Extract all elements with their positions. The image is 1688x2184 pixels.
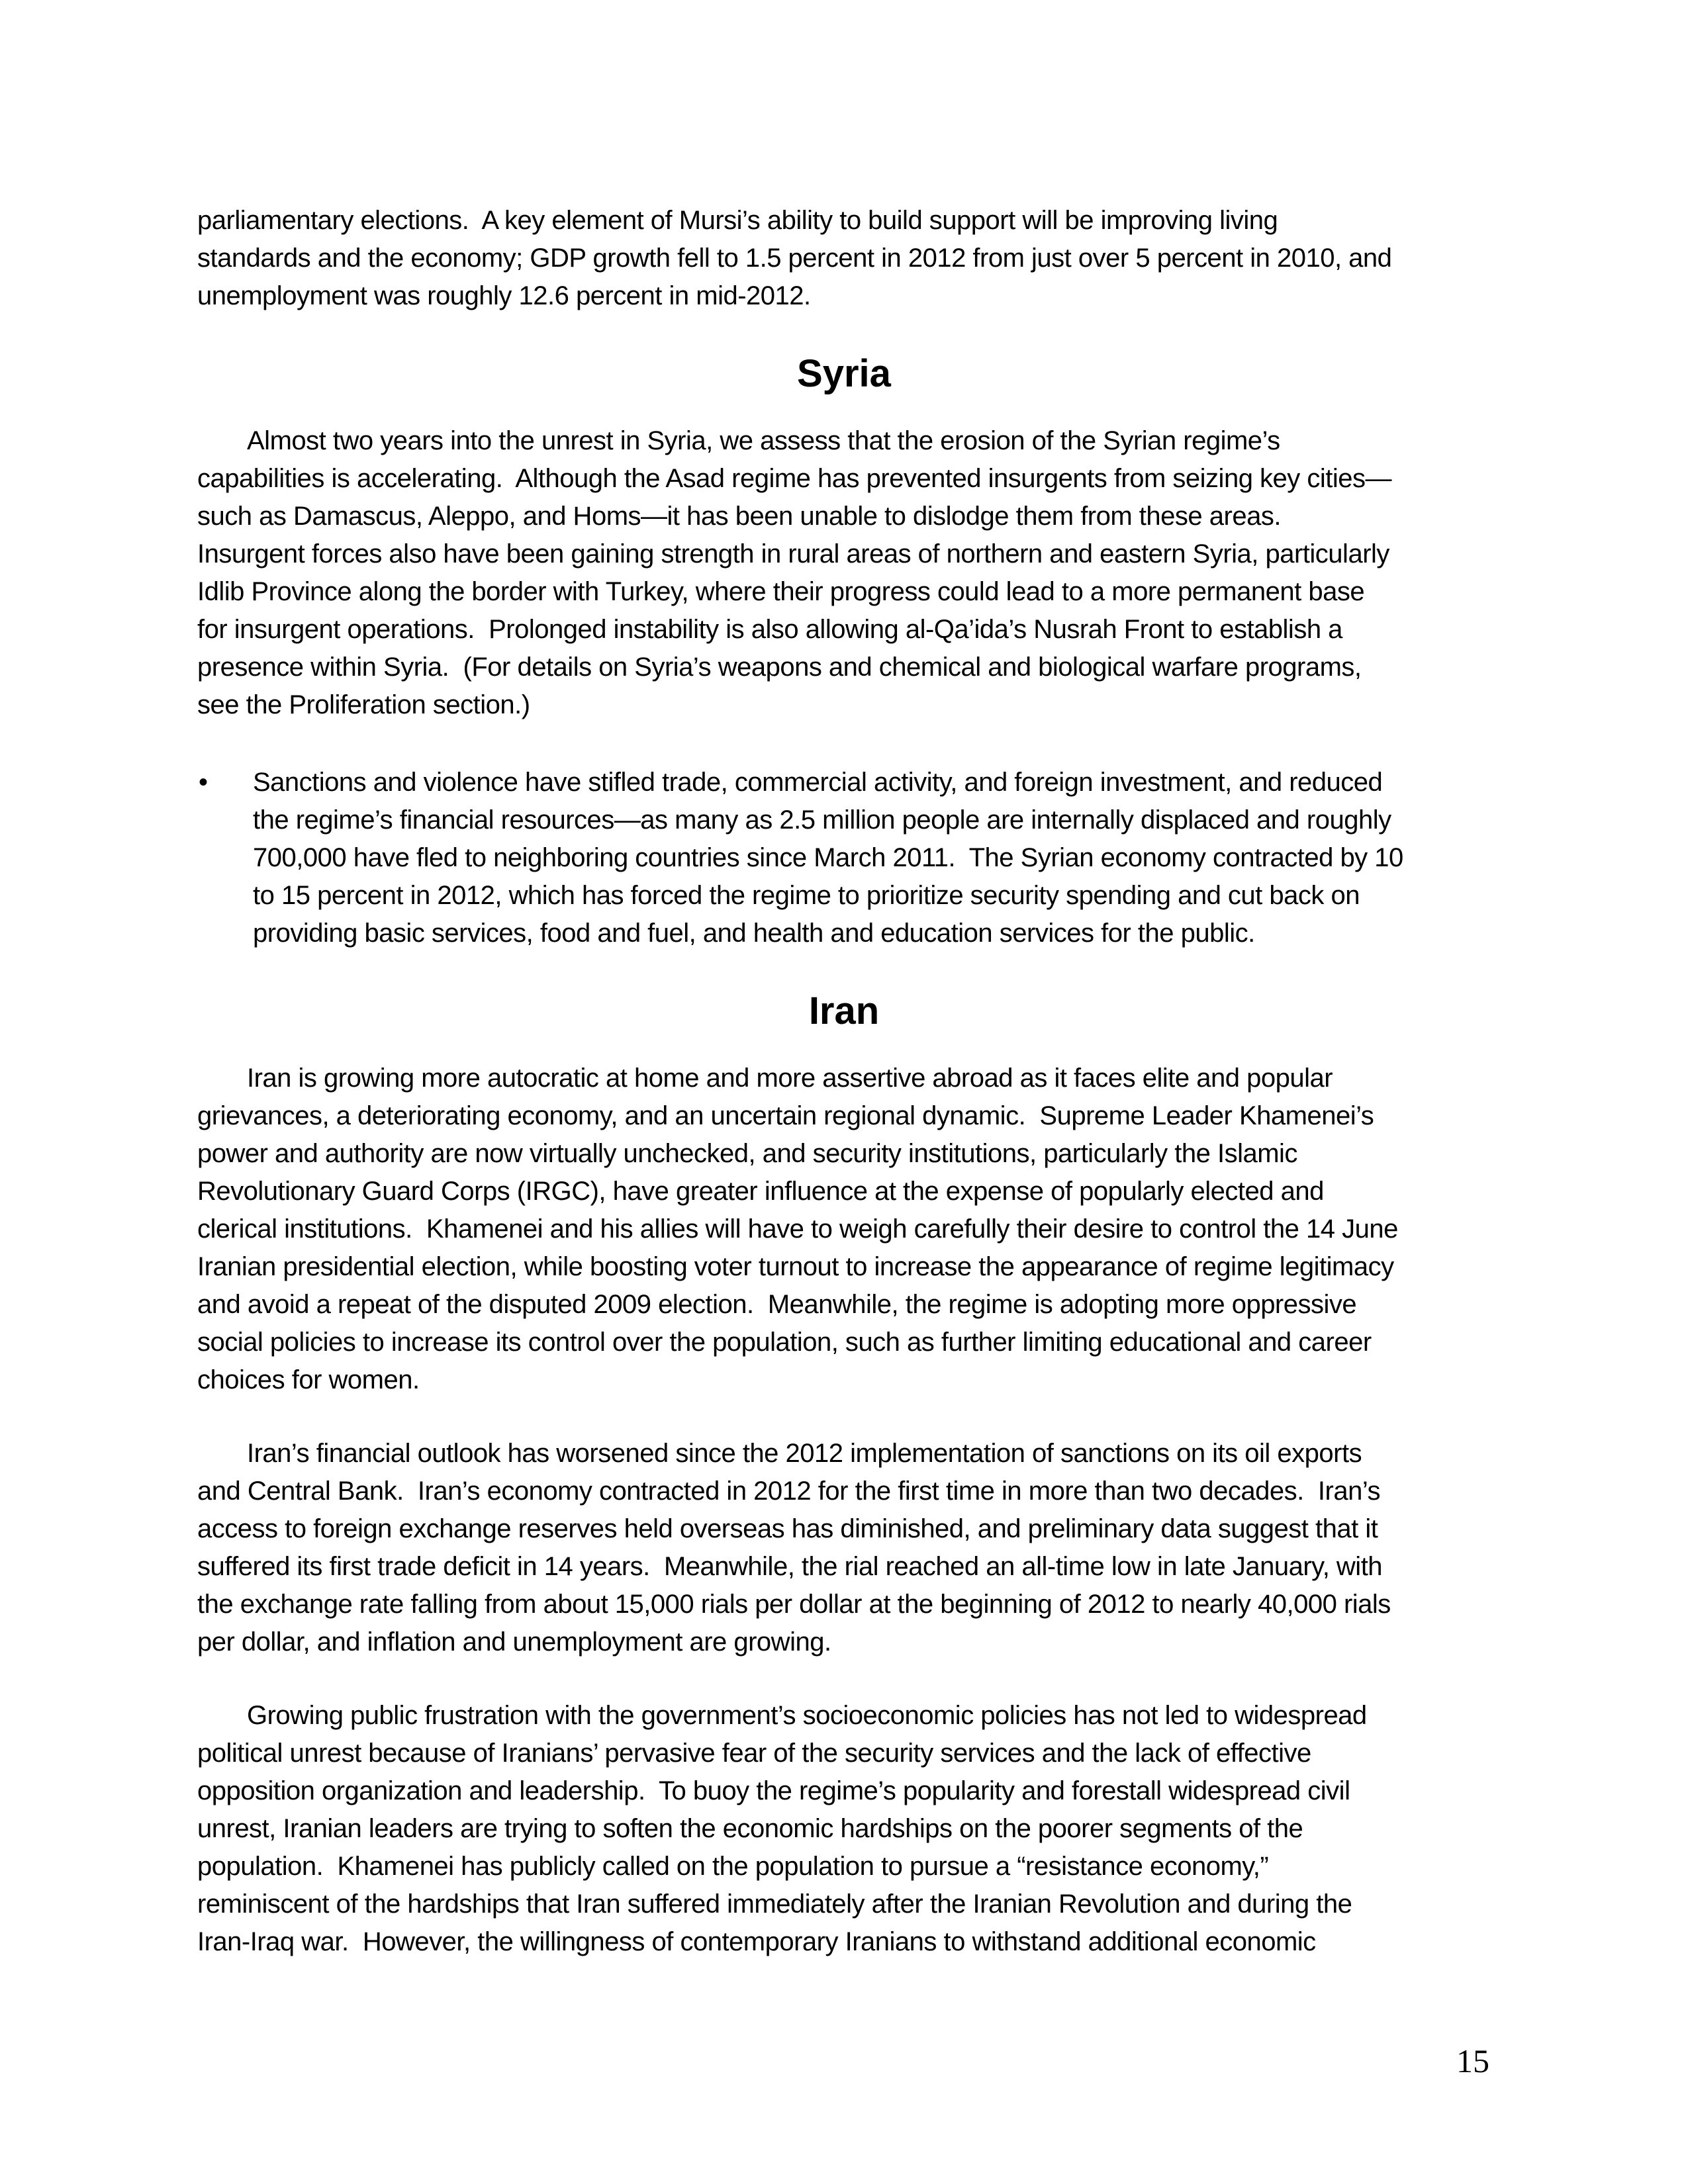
- text-line: Iran-Iraq war. However, the willingness of contemporary Iranians to withstand additional economic: [197, 1927, 1316, 1956]
- text-line: Idlib Province along the border with Turkey, where their progress could lead to a more permanent base: [197, 577, 1365, 606]
- text-line: access to foreign exchange reserves held overseas has diminished, and preliminary data suggest that it: [197, 1514, 1378, 1543]
- paragraph: [197, 422, 1491, 724]
- paragraph: [197, 202, 1491, 315]
- text-line: Iran’s financial outlook has worsened since the 2012 implementation of sanctions on its oil exports: [247, 1439, 1362, 1468]
- text-line: the exchange rate falling from about 15,000 rials per dollar at the beginning of 2012 to nearly 40,000 rials: [197, 1590, 1391, 1619]
- text-line: Insurgent forces also have been gaining strength in rural areas of northern and eastern Syria, particularly: [197, 539, 1389, 569]
- text-line: parliamentary elections. A key element of Mursi’s ability to build support will be improving living: [197, 206, 1278, 235]
- text-line: and Central Bank. Iran’s economy contracted in 2012 for the first time in more than two decades. Iran’s: [197, 1477, 1380, 1506]
- bullet-icon: •: [199, 768, 208, 797]
- text-line: Almost two years into the unrest in Syria, we assess that the erosion of the Syrian regime’s: [247, 426, 1280, 455]
- text-line: social policies to increase its control over the population, such as further limiting educational and career: [197, 1328, 1372, 1357]
- text-line: standards and the economy; GDP growth fell to 1.5 percent in 2012 from just over 5 percent in 2010, and: [197, 244, 1392, 273]
- text-line: such as Damascus, Aleppo, and Homs—it has been unable to dislodge them from these areas.: [197, 502, 1281, 531]
- text-line: unrest, Iranian leaders are trying to soften the economic hardships on the poorer segments of the: [197, 1814, 1303, 1843]
- text-line: power and authority are now virtually unchecked, and security institutions, particularly the Islamic: [197, 1139, 1297, 1168]
- text-line: per dollar, and inflation and unemployment are growing.: [197, 1627, 831, 1657]
- text-line: for insurgent operations. Prolonged instability is also allowing al-Qa’ida’s Nusrah Front to establish a: [197, 615, 1342, 644]
- text-line: choices for women.: [197, 1365, 420, 1394]
- text-line: grievances, a deteriorating economy, and an uncertain regional dynamic. Supreme Leader Khamenei’s: [197, 1101, 1374, 1130]
- paragraph: [197, 1435, 1491, 1661]
- text-line: unemployment was roughly 12.6 percent in mid-2012.: [197, 281, 811, 310]
- paragraph: [197, 1060, 1491, 1399]
- text-line: providing basic services, food and fuel, and health and education services for the public.: [253, 919, 1255, 948]
- text-line: 700,000 have fled to neighboring countries since March 2011. The Syrian economy contracted by 10: [253, 843, 1403, 872]
- text-line: to 15 percent in 2012, which has forced the regime to prioritize security spending and cut back on: [253, 881, 1360, 910]
- text-line: capabilities is accelerating. Although the Asad regime has prevented insurgents from seizing key cities—: [197, 464, 1392, 493]
- text-line: clerical institutions. Khamenei and his allies will have to weigh carefully their desire to control the 14 June: [197, 1214, 1398, 1244]
- text-line: Iran is growing more autocratic at home and more assertive abroad as it faces elite and popular: [247, 1064, 1333, 1093]
- text-line: opposition organization and leadership. To buoy the regime’s popularity and forestall widespread civil: [197, 1776, 1350, 1805]
- text-line: Growing public frustration with the government’s socioeconomic policies has not led to widespread: [247, 1701, 1367, 1730]
- text-line: Revolutionary Guard Corps (IRGC), have greater influence at the expense of popularly elected and: [197, 1177, 1324, 1206]
- text-line: presence within Syria. (For details on Syria’s weapons and chemical and biological warfare programs,: [197, 653, 1362, 682]
- section-heading-syria: Syria: [797, 352, 891, 395]
- text-line: see the Proliferation section.): [197, 690, 530, 719]
- text-line: Iranian presidential election, while boosting voter turnout to increase the appearance of regime legitimacy: [197, 1252, 1394, 1281]
- text-line: reminiscent of the hardships that Iran suffered immediately after the Iranian Revolution and during the: [197, 1889, 1352, 1919]
- text-line: political unrest because of Iranians’ pervasive fear of the security services and the lack of effective: [197, 1739, 1311, 1768]
- paragraph: [197, 1697, 1491, 1961]
- text-line: suffered its first trade deficit in 14 years. Meanwhile, the rial reached an all-time low in late January, with: [197, 1552, 1383, 1581]
- text-line: • Sanctions and violence have stifled trade, commercial activity, and foreign investment, and reduced: [197, 764, 1491, 801]
- document-body: [197, 202, 1491, 1961]
- page-number: 15: [1456, 2042, 1489, 2079]
- text-line: and avoid a repeat of the disputed 2009 election. Meanwhile, the regime is adopting more oppressive: [197, 1290, 1357, 1319]
- bullet-item: [197, 764, 1491, 952]
- text-line: population. Khamenei has publicly called on the population to pursue a “resistance economy,”: [197, 1852, 1269, 1881]
- section-heading-iran: Iran: [808, 989, 880, 1032]
- text-line: the regime’s financial resources—as many as 2.5 million people are internally displaced and roughly: [253, 805, 1391, 835]
